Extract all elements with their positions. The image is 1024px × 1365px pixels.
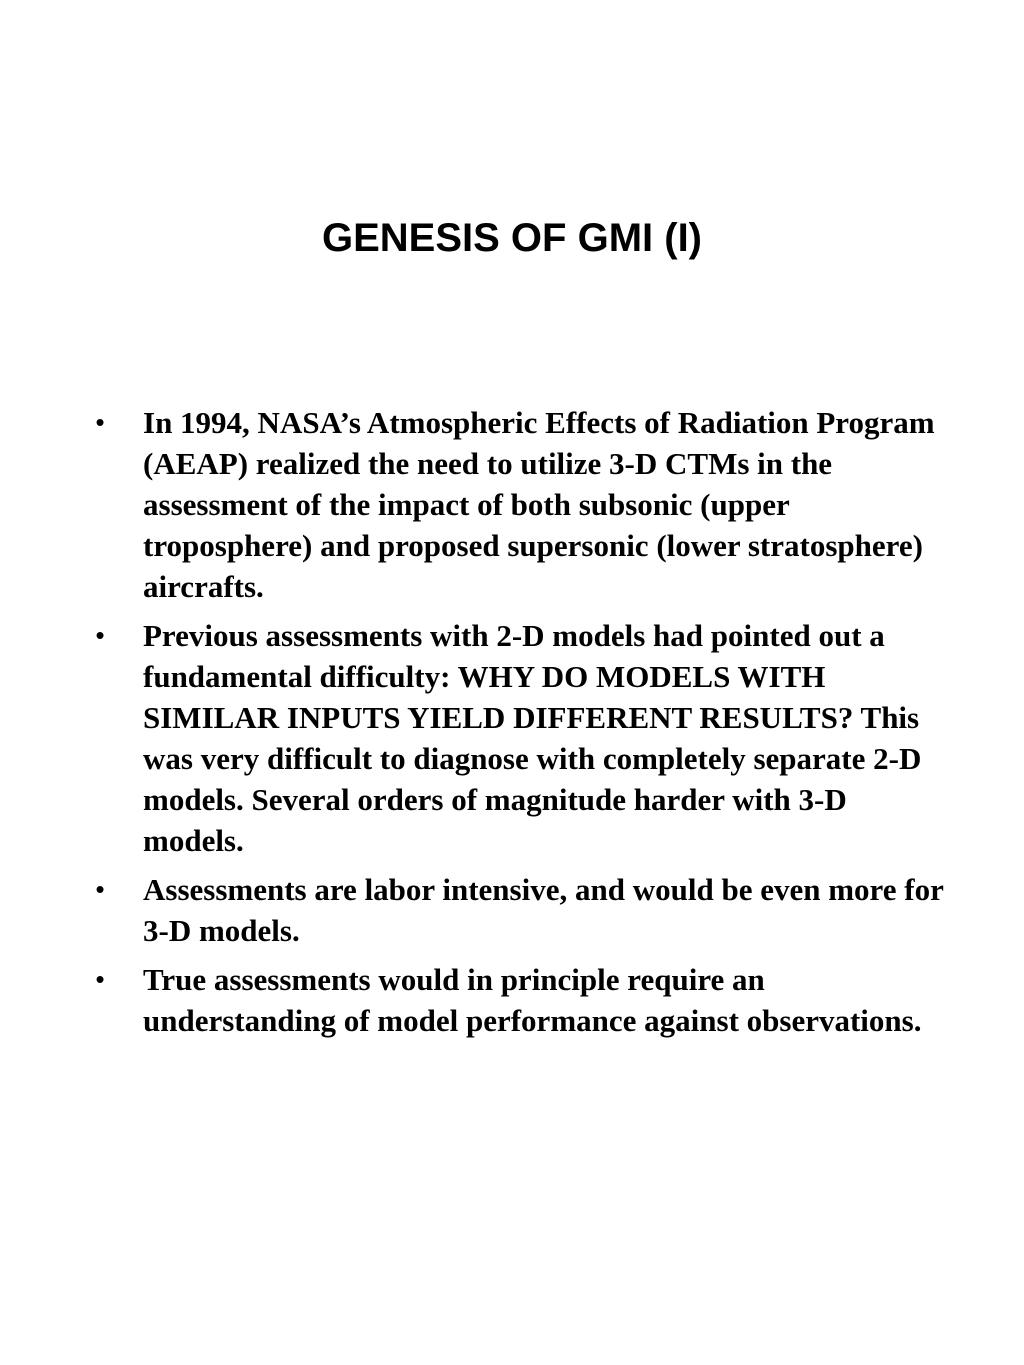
bullet-item [90,402,950,607]
slide-title: GENESIS OF GMI (I) [321,216,703,260]
bullet-item [90,615,950,861]
bullet-list [90,402,950,1049]
bullet-icon: • [95,407,105,437]
bullet-text: True assessments would in principle require an understanding of model performance against observations. [143,962,922,1038]
bullet-icon: • [95,964,105,994]
bullet-item [90,869,950,951]
bullet-item [90,959,950,1041]
bullet-text: Assessments are labor intensive, and would be even more for 3-D models. [143,872,944,948]
bullet-text: Previous assessments with 2-D models had pointed out a fundamental difficulty: WHY DO MODELS WITH SIMILAR INPUTS YIELD DIFFERENT RESULTS? This was very difficult to diagnose with completely separate 2-D models. Several orders of magnitude harder with 3-D models. [143,618,922,858]
bullet-icon: • [95,874,105,904]
bullet-icon: • [95,620,105,650]
bullet-text: In 1994, NASA’s Atmospheric Effects of Radiation Program (AEAP) realized the need to utilize 3-D CTMs in the assessment of the impact of both subsonic (upper troposphere) and proposed supersonic (lower stratosphere) aircrafts. [143,405,935,604]
